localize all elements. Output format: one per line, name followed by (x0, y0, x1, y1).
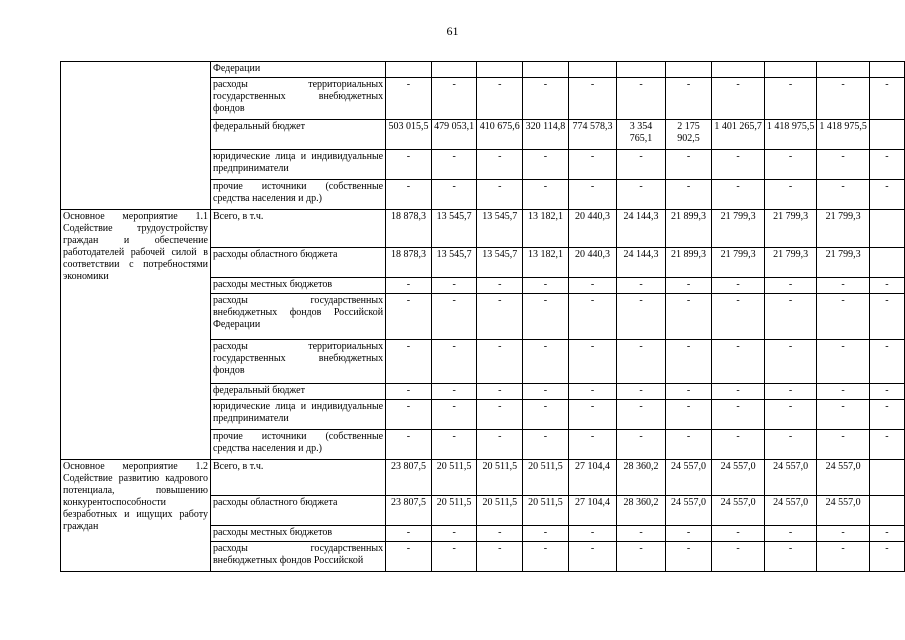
value-cell: - (431, 430, 477, 460)
value-cell: - (764, 384, 817, 400)
funding-source-cell: расходы областного бюджета (210, 496, 385, 526)
value-cell: 24 557,0 (817, 496, 870, 526)
value-cell (869, 248, 904, 278)
value-cell: - (568, 340, 616, 384)
value-cell: - (764, 430, 817, 460)
value-cell: 1 401 265,7 (712, 120, 765, 150)
value-cell: - (617, 384, 665, 400)
value-cell: - (617, 150, 665, 180)
value-cell: - (665, 526, 712, 542)
value-cell: 2 175 902,5 (665, 120, 712, 150)
value-cell: - (764, 542, 817, 572)
value-cell: - (431, 400, 477, 430)
value-cell: - (869, 340, 904, 384)
value-cell: 24 557,0 (665, 496, 712, 526)
value-cell: - (523, 430, 569, 460)
value-cell: - (817, 400, 870, 430)
value-cell: 1 418 975,5 (817, 120, 870, 150)
table-row (61, 62, 905, 78)
value-cell: 20 511,5 (523, 496, 569, 526)
value-cell: - (523, 384, 569, 400)
value-cell: - (869, 430, 904, 460)
value-cell: - (817, 542, 870, 572)
value-cell: - (477, 278, 523, 294)
value-cell: - (477, 180, 523, 210)
value-cell: - (568, 278, 616, 294)
value-cell: 18 878,3 (386, 248, 432, 278)
value-cell: 13 545,7 (431, 248, 477, 278)
value-cell: - (712, 400, 765, 430)
value-cell: 20 511,5 (477, 496, 523, 526)
value-cell: - (477, 542, 523, 572)
value-cell (523, 62, 569, 78)
value-cell: - (386, 180, 432, 210)
value-cell: 21 899,3 (665, 210, 712, 248)
value-cell: 24 144,3 (617, 210, 665, 248)
value-cell: - (817, 294, 870, 340)
value-cell: - (617, 180, 665, 210)
value-cell: - (477, 430, 523, 460)
value-cell (869, 210, 904, 248)
value-cell: - (764, 78, 817, 120)
value-cell: - (712, 78, 765, 120)
funding-source-cell: федеральный бюджет (210, 384, 385, 400)
value-cell: - (817, 526, 870, 542)
value-cell: - (764, 180, 817, 210)
value-cell: - (665, 340, 712, 384)
value-cell: - (817, 340, 870, 384)
value-cell: 28 360,2 (617, 460, 665, 496)
value-cell: 20 440,3 (568, 210, 616, 248)
value-cell: - (764, 150, 817, 180)
funding-source-cell: федеральный бюджет (210, 120, 385, 150)
funding-source-cell: Всего, в т.ч. (210, 210, 385, 248)
value-cell: 23 807,5 (386, 460, 432, 496)
value-cell: - (477, 340, 523, 384)
value-cell: 20 511,5 (431, 496, 477, 526)
value-cell: 13 545,7 (431, 210, 477, 248)
value-cell: 21 799,3 (712, 210, 765, 248)
value-cell: 774 578,3 (568, 120, 616, 150)
value-cell: 21 899,3 (665, 248, 712, 278)
value-cell: - (386, 430, 432, 460)
value-cell: 24 557,0 (665, 460, 712, 496)
value-cell (477, 62, 523, 78)
value-cell: - (523, 542, 569, 572)
value-cell: - (431, 150, 477, 180)
value-cell: 23 807,5 (386, 496, 432, 526)
funding-source-cell: прочие источники (собственные средства населения и др.) (210, 180, 385, 210)
value-cell: - (712, 384, 765, 400)
funding-source-cell: расходы территориальных государственных внебюджетных фондов (210, 78, 385, 120)
funding-source-cell: Всего, в т.ч. (210, 460, 385, 496)
value-cell: - (869, 278, 904, 294)
value-cell (431, 62, 477, 78)
value-cell: 24 557,0 (712, 496, 765, 526)
value-cell: 20 440,3 (568, 248, 616, 278)
value-cell: - (617, 78, 665, 120)
value-cell: 21 799,3 (817, 210, 870, 248)
value-cell: - (764, 278, 817, 294)
value-cell: 13 182,1 (523, 210, 569, 248)
funding-source-cell: расходы местных бюджетов (210, 278, 385, 294)
value-cell: - (431, 340, 477, 384)
value-cell: - (665, 542, 712, 572)
value-cell: - (477, 384, 523, 400)
value-cell: - (665, 430, 712, 460)
value-cell: - (568, 526, 616, 542)
value-cell (869, 496, 904, 526)
value-cell: - (712, 430, 765, 460)
value-cell: - (431, 384, 477, 400)
value-cell: - (764, 294, 817, 340)
value-cell: 27 104,4 (568, 460, 616, 496)
value-cell: - (712, 294, 765, 340)
value-cell: - (869, 78, 904, 120)
value-cell: 21 799,3 (764, 210, 817, 248)
value-cell: 24 557,0 (764, 496, 817, 526)
funding-table-body (61, 62, 905, 572)
value-cell: - (665, 294, 712, 340)
measure-cell (61, 62, 211, 210)
value-cell: - (523, 526, 569, 542)
value-cell: - (431, 278, 477, 294)
value-cell: - (386, 278, 432, 294)
value-cell: - (817, 150, 870, 180)
value-cell: 24 557,0 (712, 460, 765, 496)
value-cell: - (617, 294, 665, 340)
value-cell: - (817, 278, 870, 294)
funding-source-cell: расходы государственных внебюджетных фондов Российской Федерации (210, 294, 385, 340)
table-row (61, 460, 905, 496)
value-cell (869, 62, 904, 78)
funding-source-cell: расходы территориальных государственных внебюджетных фондов (210, 340, 385, 384)
funding-source-cell: прочие источники (собственные средства населения и др.) (210, 430, 385, 460)
value-cell: 24 557,0 (764, 460, 817, 496)
measure-cell: Основное мероприятие 1.2 Содействие развитию кадрового потенциала, повышению конкурентоспособности безработных и ищущих работу граждан (61, 460, 211, 572)
value-cell: - (386, 542, 432, 572)
value-cell (712, 62, 765, 78)
value-cell: - (817, 78, 870, 120)
value-cell: - (386, 400, 432, 430)
value-cell: - (477, 400, 523, 430)
value-cell: - (568, 150, 616, 180)
value-cell: 13 545,7 (477, 248, 523, 278)
value-cell: - (477, 78, 523, 120)
value-cell: - (869, 542, 904, 572)
value-cell (568, 62, 616, 78)
value-cell: - (523, 278, 569, 294)
value-cell: - (477, 150, 523, 180)
funding-source-cell: расходы областного бюджета (210, 248, 385, 278)
value-cell: - (665, 150, 712, 180)
value-cell: - (431, 526, 477, 542)
value-cell: 479 053,1 (431, 120, 477, 150)
value-cell: - (568, 294, 616, 340)
value-cell: - (764, 526, 817, 542)
funding-table (60, 61, 905, 572)
funding-source-cell: расходы государственных внебюджетных фондов Российской (210, 542, 385, 572)
value-cell: - (523, 340, 569, 384)
value-cell: - (712, 180, 765, 210)
value-cell: 20 511,5 (523, 460, 569, 496)
value-cell: 21 799,3 (764, 248, 817, 278)
value-cell: - (869, 294, 904, 340)
value-cell (869, 460, 904, 496)
value-cell: - (431, 542, 477, 572)
value-cell: - (431, 294, 477, 340)
funding-source-cell: Федерации (210, 62, 385, 78)
value-cell: - (712, 526, 765, 542)
value-cell: - (568, 542, 616, 572)
value-cell: 320 114,8 (523, 120, 569, 150)
value-cell: - (869, 400, 904, 430)
value-cell: - (568, 400, 616, 430)
value-cell: 21 799,3 (712, 248, 765, 278)
value-cell (869, 120, 904, 150)
value-cell: - (568, 430, 616, 460)
value-cell: - (523, 78, 569, 120)
value-cell: - (869, 150, 904, 180)
value-cell: 13 545,7 (477, 210, 523, 248)
value-cell: - (665, 78, 712, 120)
value-cell: - (617, 542, 665, 572)
value-cell: - (523, 150, 569, 180)
value-cell: - (431, 180, 477, 210)
value-cell: - (386, 294, 432, 340)
value-cell: - (869, 526, 904, 542)
value-cell: - (568, 384, 616, 400)
value-cell: - (386, 340, 432, 384)
funding-source-cell: расходы местных бюджетов (210, 526, 385, 542)
value-cell (665, 62, 712, 78)
value-cell: - (386, 78, 432, 120)
measure-cell: Основное мероприятие 1.1 Содействие трудоустройству граждан и обеспечение работодателей рабочей силой в соответствии с потребностями экономики (61, 210, 211, 460)
value-cell (764, 62, 817, 78)
value-cell: - (869, 180, 904, 210)
value-cell: - (712, 278, 765, 294)
funding-source-cell: юридические лица и индивидуальные предприниматели (210, 150, 385, 180)
value-cell: - (568, 180, 616, 210)
value-cell: - (617, 526, 665, 542)
value-cell: 27 104,4 (568, 496, 616, 526)
value-cell: - (764, 340, 817, 384)
value-cell: - (817, 180, 870, 210)
value-cell: - (817, 430, 870, 460)
value-cell: 28 360,2 (617, 496, 665, 526)
value-cell: - (523, 294, 569, 340)
value-cell: - (665, 384, 712, 400)
value-cell: - (617, 278, 665, 294)
value-cell (617, 62, 665, 78)
value-cell: - (665, 400, 712, 430)
value-cell: - (617, 400, 665, 430)
value-cell: 3 354 765,1 (617, 120, 665, 150)
value-cell: - (568, 78, 616, 120)
value-cell: - (617, 340, 665, 384)
value-cell: - (665, 180, 712, 210)
value-cell: 20 511,5 (477, 460, 523, 496)
value-cell: 13 182,1 (523, 248, 569, 278)
value-cell: - (712, 542, 765, 572)
value-cell: - (477, 526, 523, 542)
value-cell: - (665, 278, 712, 294)
value-cell: 21 799,3 (817, 248, 870, 278)
value-cell: 24 144,3 (617, 248, 665, 278)
value-cell: 20 511,5 (431, 460, 477, 496)
value-cell: - (712, 150, 765, 180)
value-cell: - (764, 400, 817, 430)
value-cell: 410 675,6 (477, 120, 523, 150)
value-cell: - (523, 180, 569, 210)
page-number: 61 (446, 24, 459, 38)
value-cell: - (817, 384, 870, 400)
value-cell: - (386, 384, 432, 400)
value-cell: 1 418 975,5 (764, 120, 817, 150)
value-cell: - (386, 150, 432, 180)
value-cell: - (431, 78, 477, 120)
value-cell (817, 62, 870, 78)
value-cell: 18 878,3 (386, 210, 432, 248)
value-cell: - (477, 294, 523, 340)
table-row (61, 210, 905, 248)
value-cell: - (523, 400, 569, 430)
value-cell: - (869, 384, 904, 400)
value-cell: - (712, 340, 765, 384)
value-cell: - (617, 430, 665, 460)
value-cell: 24 557,0 (817, 460, 870, 496)
value-cell (386, 62, 432, 78)
funding-source-cell: юридические лица и индивидуальные предприниматели (210, 400, 385, 430)
value-cell: - (386, 526, 432, 542)
value-cell: 503 015,5 (386, 120, 432, 150)
